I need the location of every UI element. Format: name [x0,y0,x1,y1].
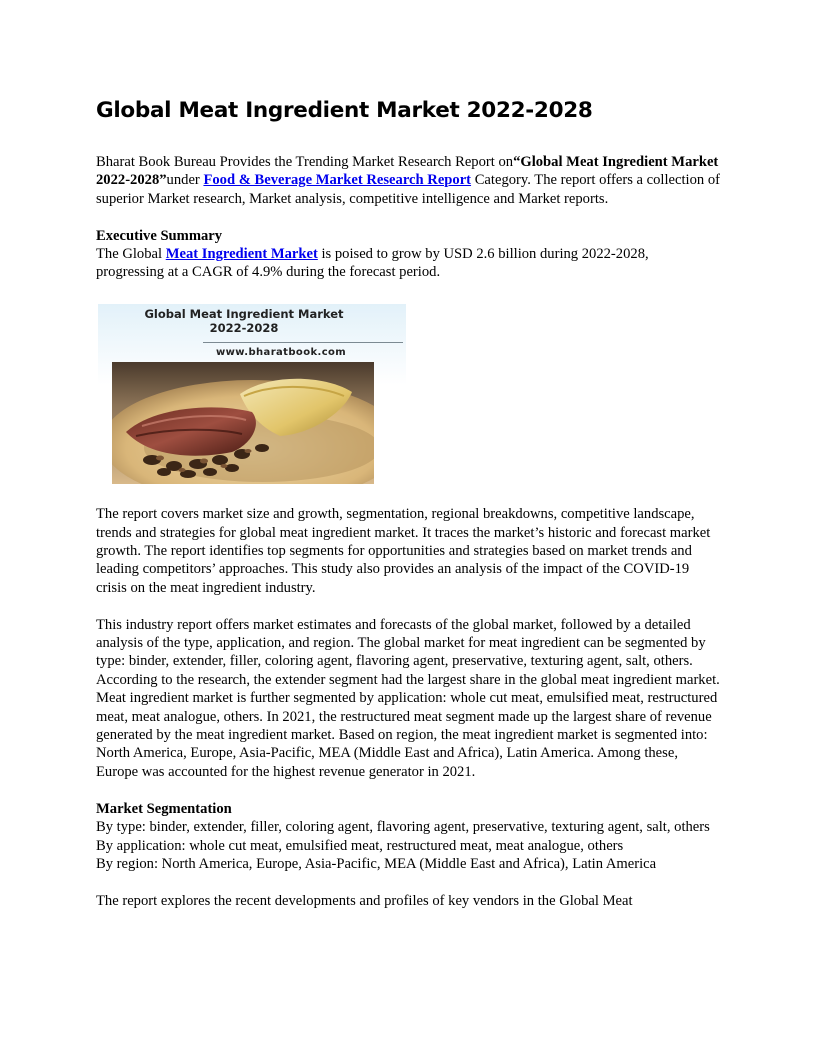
cover-title-line1: Global Meat Ingredient Market [144,307,344,322]
segmentation-by-application: By application: whole cut meat, emulsified meat, restructured meat, meat analogue, others [96,837,624,854]
cover-title-line2: 2022-2028 [209,321,279,336]
executive-summary-heading-text: Executive Summary [96,227,223,244]
market-segmentation-heading [96,800,720,818]
meat-dish-photo [112,362,374,484]
segmentation-by-type: By type: binder, extender, filler, coloring agent, flavoring agent, preservative, texturing agent, salt, others [96,819,710,836]
paragraph-gap [96,484,720,505]
paragraph-gap [96,282,720,300]
market-link[interactable]: Meat Ingredient Market [165,246,318,263]
paragraph-gap [96,597,720,615]
industry-paragraph: This industry report offers market estimates and forecasts of the global market, followed by a detailed analysis of the type, application, and region. The global market for meat ingredient can be segmented by type: binder, extender, filler, coloring agent, flavoring agent, preservative, texturing agent, salt, others. According to the research, the extender segment had the largest share in the global meat ingredient market. Meat ingredient market is further segmented by application: whole cut meat, emulsified meat, restructured meat, meat analogue, others. In 2021, the restructured meat segment made up the largest share of revenue generated by the meat ingredient market. Based on region, the meat ingredient market is segmented into: North America, Europe, Asia-Pacific, MEA (Middle East and Africa), Latin America. Among these, Europe was accounted for the highest revenue generator in 2021. [96,616,720,780]
paragraph-gap [96,208,720,226]
coverage-paragraph: The report covers market size and growth, segmentation, regional breakdowns, competitive landscape, trends and strategies for global meat ingredient market. It traces the market’s historic and forecast market growth. The report identifies top segments for opportunities and strategies based on market trends and leading competitors’ approaches. This study also provides an analysis of the impact of the COVID-19 crisis on the meat ingredient industry. [96,506,711,596]
segmentation-by-region: By region: North America, Europe, Asia-Pacific, MEA (Middle East and Africa), Latin America [96,855,657,872]
intro-report-name: “Global Meat Ingredient Market 2022-2028” [96,154,719,189]
summary-suffix: is poised to grow by USD 2.6 billion during 2022-2028, progressing at a CAGR of 4.9% during the forecast period. [96,246,649,281]
intro-prefix: Bharat Book Bureau Provides the Trending Market Research Report on [96,154,514,170]
vendors-paragraph: The report explores the recent developments and profiles of key vendors in the Global Meat [96,892,633,909]
intro-paragraph [96,153,720,208]
intro-under: under [166,172,204,189]
executive-summary-paragraph [96,245,720,282]
paragraph-gap [96,781,720,799]
category-link[interactable]: Food & Beverage Market Research Report [203,172,472,189]
document-body [96,153,720,910]
summary-prefix: The Global [96,246,166,263]
cover-url: www.bharatbook.com [216,347,347,359]
market-segmentation-heading-text: Market Segmentation [96,800,232,817]
report-cover-image [98,304,406,484]
executive-summary-heading [96,227,720,245]
paragraph-gap [96,873,720,891]
cover-title [98,307,390,335]
page-title: Global Meat Ingredient Market 2022-2028 [96,98,593,123]
intro-suffix: Category. The report offers a collection of superior Market research, Market analysis, competitive intelligence and Market reports. [96,172,720,207]
cover-divider [203,342,403,343]
